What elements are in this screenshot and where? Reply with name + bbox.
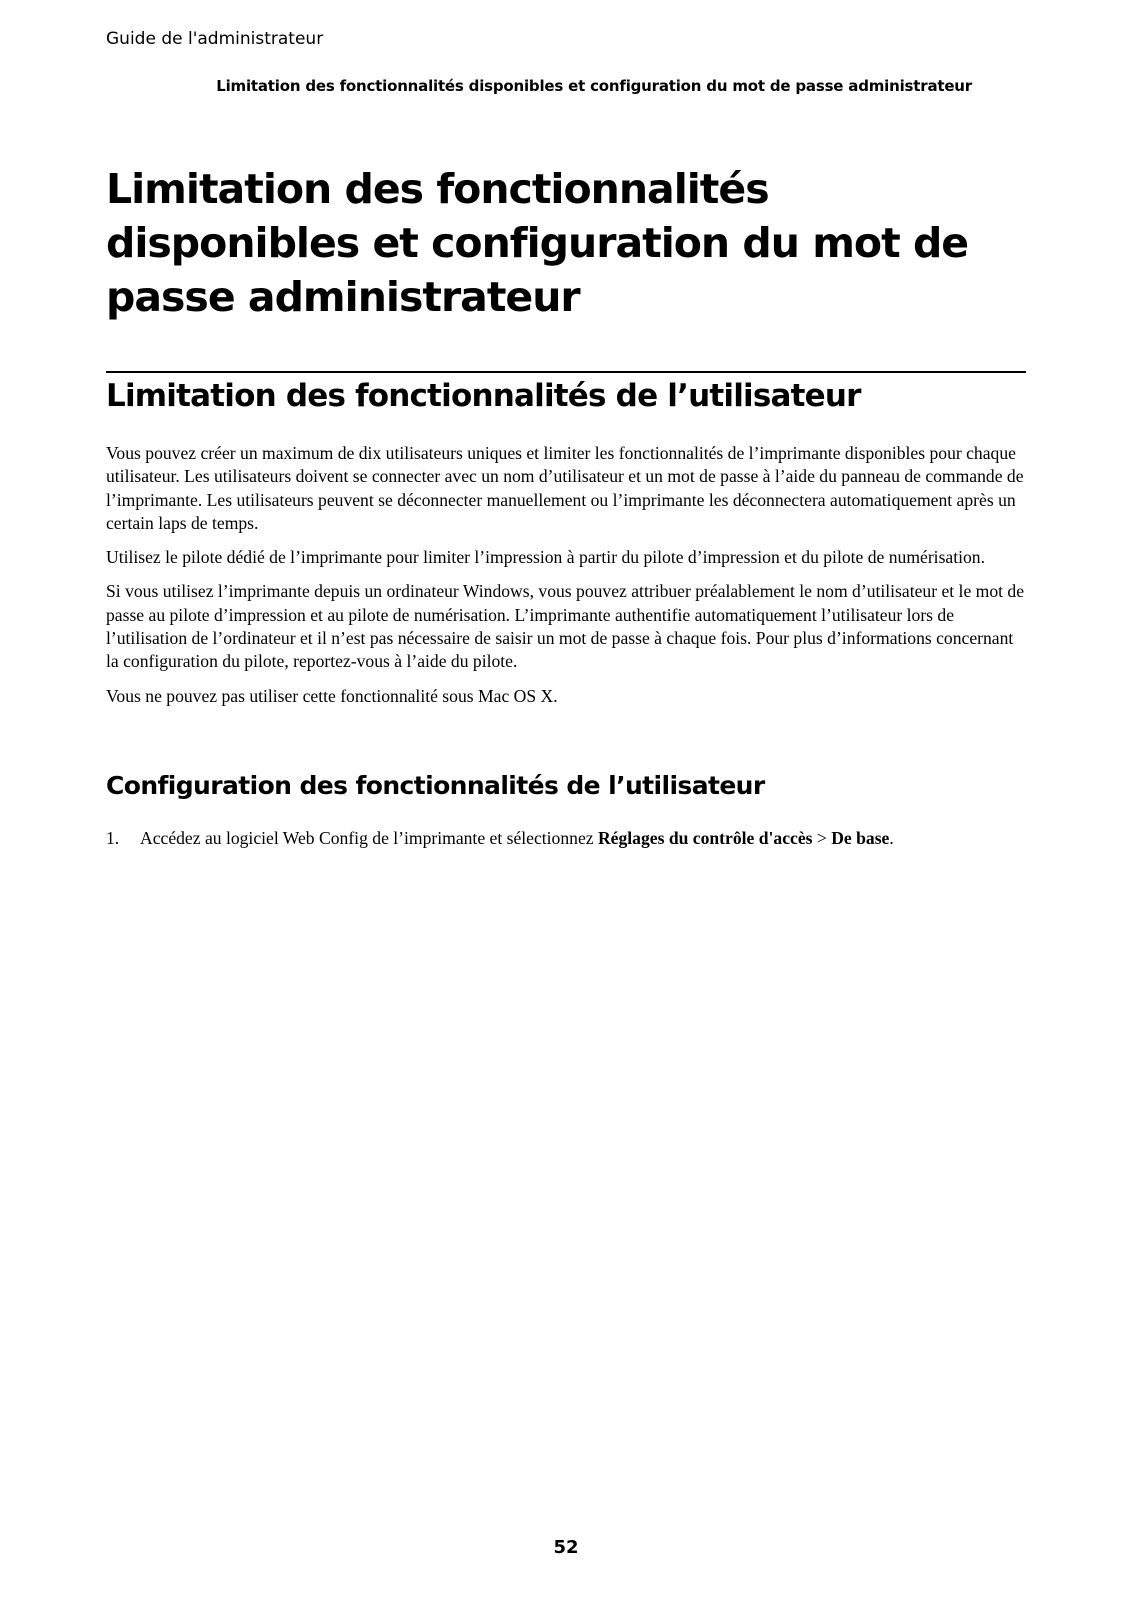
menu-path-separator: >: [812, 828, 832, 848]
subsection-title: Configuration des fonctionnalités de l’utilisateur: [106, 771, 765, 800]
section-title: Limitation des fonctionnalités de l’utilisateur: [106, 378, 861, 414]
step-text-after: .: [889, 828, 894, 848]
chapter-title: Limitation des fonctionnalités disponibles et configuration du mot de passe administrateur: [106, 165, 969, 321]
body-paragraph: Vous ne pouvez pas utiliser cette fonctionnalité sous Mac OS X.: [106, 685, 558, 706]
menu-path-basic: De base: [831, 828, 890, 848]
running-header-guide-title: Guide de l'administrateur: [106, 29, 324, 49]
step-text: [140, 827, 894, 850]
menu-path-access-control-settings: Réglages du contrôle d'accès: [597, 828, 813, 848]
step-number: 1.: [106, 828, 120, 848]
step-text-before: Accédez au logiciel Web Config de l’imprimante et sélectionnez: [140, 828, 598, 848]
body-paragraph: Vous pouvez créer un maximum de dix utilisateurs uniques et limiter les fonctionnalités de l’imprimante disponibles pour chaque utilisateur. Les utilisateurs doivent se connecter avec un nom d’utilisateur et un mot de passe à l’aide du panneau de commande de l’imprimante. Les utilisateurs peuvent se déconnecter manuellement ou l’imprimante les déconnectera automatiquement après un certain laps de temps.: [106, 443, 1024, 533]
page-number: 52: [553, 1537, 579, 1558]
step-list: [106, 827, 1026, 850]
body-paragraph: Si vous utilisez l’imprimante depuis un ordinateur Windows, vous pouvez attribuer préalablement le nom d’utilisateur et le mot de passe au pilote d’impression et au pilote de numérisation. L’imprimante authentifie automatiquement l’utilisateur lors de l’utilisation de l’ordinateur et il n’est pas nécessaire de saisir un mot de passe à chaque fois. Pour plus d’informations concernant la configuration du pilote, reportez-vous à l’aide du pilote.: [106, 581, 1025, 672]
list-item: [106, 827, 1026, 850]
section-body: [106, 442, 1026, 719]
body-paragraph: Utilisez le pilote dédié de l’imprimante pour limiter l’impression à partir du pilote d’impression et du pilote de numérisation.: [106, 547, 985, 568]
section-divider: [106, 371, 1026, 373]
running-header-chapter-title: Limitation des fonctionnalités disponibles et configuration du mot de passe administrateur: [216, 77, 972, 95]
